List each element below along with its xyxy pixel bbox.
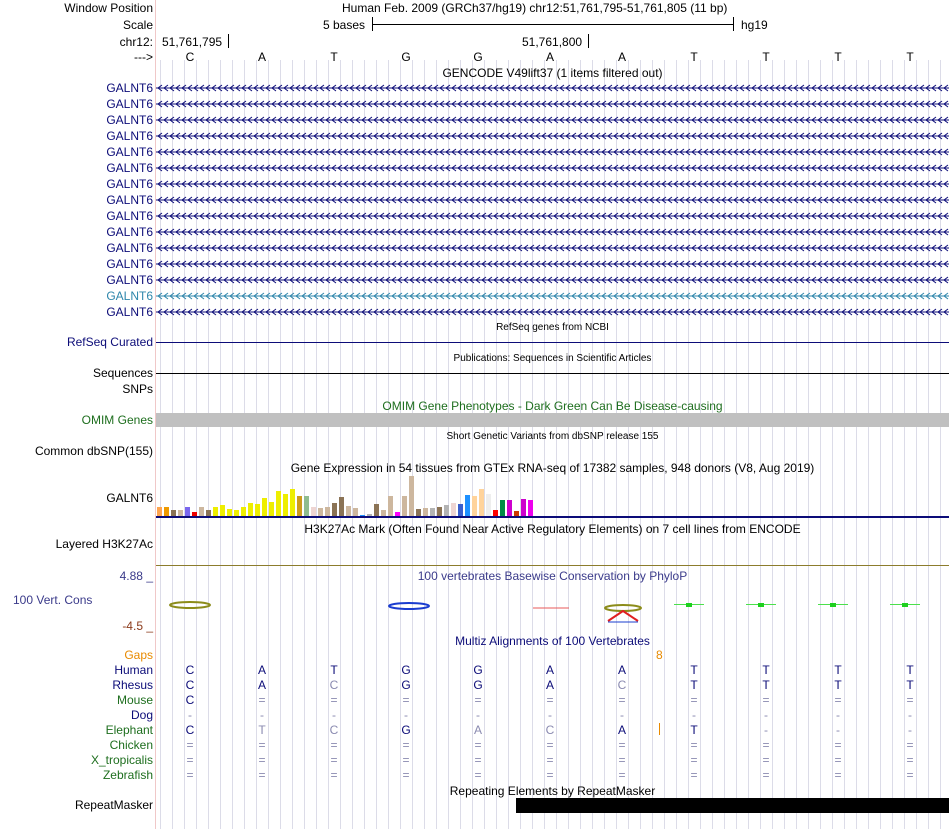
gtex-tissue-bar[interactable]	[185, 507, 190, 516]
aligned-base: =	[834, 693, 842, 707]
aligned-base: =	[762, 693, 770, 707]
aligned-base: =	[906, 693, 914, 707]
gencode-transcript[interactable]	[156, 130, 949, 142]
phylop-plot[interactable]	[156, 588, 949, 624]
gencode-transcript[interactable]	[156, 178, 949, 190]
grid-line	[520, 60, 521, 829]
base-letter: G	[401, 50, 411, 64]
aligned-base: C	[329, 678, 339, 692]
gtex-tissue-bar[interactable]	[374, 504, 379, 516]
gencode-row-label[interactable]: GALNT6	[106, 161, 153, 175]
gtex-tissue-bar[interactable]	[388, 496, 393, 516]
gtex-tissue-bar[interactable]	[199, 507, 204, 516]
grid-line	[376, 60, 377, 829]
gencode-row-label[interactable]: GALNT6	[106, 241, 153, 255]
grid-line	[448, 60, 449, 829]
aligned-base: -	[836, 708, 840, 722]
aligned-base: -	[620, 708, 624, 722]
gencode-row-label[interactable]: GALNT6	[106, 129, 153, 143]
gtex-tissue-bar[interactable]	[451, 503, 456, 516]
position-mid: 51,761,800	[522, 35, 583, 49]
species-label[interactable]: Zebrafish	[102, 768, 153, 782]
aligned-base: =	[402, 693, 410, 707]
gtex-tissue-bar[interactable]	[416, 509, 421, 516]
publications-label[interactable]: Sequences	[92, 366, 153, 380]
snps-label[interactable]: SNPs	[122, 382, 153, 396]
aligned-base: -	[476, 708, 480, 722]
base-letter: T	[906, 50, 914, 64]
gencode-row-label[interactable]: GALNT6	[106, 209, 153, 223]
aligned-base: A	[617, 663, 626, 677]
grid-line	[664, 60, 665, 829]
aligned-base: =	[474, 693, 482, 707]
aligned-base: -	[404, 708, 408, 722]
aligned-base: =	[762, 738, 770, 752]
aligned-base: =	[546, 753, 554, 767]
refseq-track-title[interactable]: RefSeq genes from NCBI	[496, 322, 609, 333]
aligned-base: =	[258, 768, 266, 782]
gtex-tissue-bar[interactable]	[360, 515, 365, 516]
gtex-tissue-bar[interactable]	[325, 507, 330, 516]
aligned-base: A	[545, 678, 554, 692]
aligned-base: =	[186, 768, 194, 782]
grid-line	[892, 60, 893, 829]
base-letter: T	[762, 50, 770, 64]
gtex-label[interactable]: GALNT6	[106, 491, 153, 505]
multiz-track-title[interactable]: Multiz Alignments of 100 Vertebrates	[455, 634, 650, 648]
grid-line	[220, 60, 221, 829]
gtex-tissue-bar[interactable]	[507, 500, 512, 516]
grid-line	[712, 60, 713, 829]
phylop-mark-5	[674, 603, 704, 607]
aligned-base: =	[834, 738, 842, 752]
omim-gene-bar[interactable]	[156, 413, 949, 427]
gtex-tissue-bar[interactable]	[276, 491, 281, 516]
gencode-transcript[interactable]	[156, 258, 949, 270]
gtex-tissue-bar[interactable]	[220, 505, 225, 516]
aligned-base: =	[690, 753, 698, 767]
gtex-tissue-bar[interactable]	[521, 499, 526, 516]
aligned-base: =	[834, 753, 842, 767]
gencode-transcript[interactable]	[156, 194, 949, 206]
grid-line	[280, 60, 281, 829]
dbsnp-track-title[interactable]: Short Genetic Variants from dbSNP release 155	[446, 431, 659, 442]
aligned-base: G	[401, 663, 411, 677]
gtex-track-title[interactable]: Gene Expression in 54 tissues from GTEx RNA-seq of 17382 samples, 948 donors (V8, Aug 2019)	[290, 461, 815, 475]
grid-line	[424, 60, 425, 829]
grid-line	[736, 60, 737, 829]
gtex-tissue-bar[interactable]	[402, 496, 407, 516]
aligned-base: T	[690, 663, 698, 677]
aligned-base: =	[330, 753, 338, 767]
aligned-base: =	[618, 693, 626, 707]
scale-bar	[372, 24, 733, 25]
gtex-tissue-bar[interactable]	[332, 503, 337, 516]
grid-line	[352, 60, 353, 829]
gencode-row-label[interactable]: GALNT6	[106, 225, 153, 239]
species-label[interactable]: Elephant	[105, 723, 153, 737]
aligned-base: -	[836, 723, 840, 737]
phylop-label[interactable]: 100 Vert. Cons	[13, 593, 93, 607]
species-label[interactable]: X_tropicalis	[90, 753, 153, 767]
phylop-mark-8	[890, 603, 920, 607]
aligned-base: T	[690, 723, 698, 737]
grid-line	[292, 60, 293, 829]
gtex-tissue-bar[interactable]	[353, 508, 358, 516]
aligned-base: -	[764, 723, 768, 737]
grid-line	[160, 60, 161, 829]
base-letter: T	[690, 50, 698, 64]
gtex-tissue-bar[interactable]	[290, 489, 295, 516]
publications-line[interactable]	[156, 373, 949, 374]
scale-db: hg19	[741, 18, 768, 32]
gtex-tissue-bar[interactable]	[283, 494, 288, 516]
aligned-base: =	[906, 753, 914, 767]
gaps-label: Gaps	[124, 648, 153, 662]
grid-line	[748, 60, 749, 829]
scale-text: 5 bases	[323, 18, 366, 32]
gencode-transcript[interactable]	[156, 114, 949, 126]
gencode-transcript[interactable]	[156, 146, 949, 158]
aligned-base: =	[762, 753, 770, 767]
gtex-tissue-bar[interactable]	[367, 514, 372, 516]
grid-line	[244, 60, 245, 829]
dbsnp-label[interactable]: Common dbSNP(155)	[34, 444, 153, 458]
aligned-base: =	[690, 738, 698, 752]
grid-line	[856, 60, 857, 829]
grid-line	[436, 60, 437, 829]
aligned-base: T	[690, 678, 698, 692]
h3k27ac-label[interactable]: Layered H3K27Ac	[55, 537, 153, 551]
species-label[interactable]: Rhesus	[112, 678, 153, 692]
aligned-base: G	[401, 678, 411, 692]
gencode-row-label[interactable]: GALNT6	[106, 273, 153, 287]
gtex-tissue-bar[interactable]	[297, 496, 302, 516]
phylop-max-label: 4.88 _	[119, 569, 153, 583]
gtex-tissue-bar[interactable]	[241, 507, 246, 516]
gap-marker	[659, 723, 660, 735]
aligned-base: -	[332, 708, 336, 722]
aligned-base: -	[548, 708, 552, 722]
grid-line	[868, 60, 869, 829]
gtex-tissue-bar[interactable]	[423, 508, 428, 516]
aligned-base: =	[186, 753, 194, 767]
grid-line	[388, 60, 389, 829]
grid-line	[232, 60, 233, 829]
aligned-base: =	[258, 693, 266, 707]
aligned-base: T	[258, 723, 266, 737]
grid-line	[304, 60, 305, 829]
grid-line	[592, 60, 593, 829]
grid-line	[568, 60, 569, 829]
window-position-label: Window Position	[64, 1, 153, 15]
base-letter: A	[545, 50, 554, 64]
gencode-transcript[interactable]	[156, 226, 949, 238]
aligned-base: A	[257, 663, 266, 677]
aligned-base: =	[402, 753, 410, 767]
aligned-base: T	[834, 678, 842, 692]
gtex-tissue-bar[interactable]	[437, 507, 442, 516]
phylop-mark-4	[605, 605, 641, 622]
position-left-tick	[228, 34, 229, 48]
gencode-transcript[interactable]	[156, 98, 949, 110]
aligned-base: A	[257, 678, 266, 692]
gtex-tissue-bar[interactable]	[465, 495, 470, 516]
aligned-base: =	[330, 768, 338, 782]
gtex-tissue-bar[interactable]	[164, 507, 169, 516]
species-label[interactable]: Human	[114, 663, 153, 677]
gtex-tissue-bar[interactable]	[381, 510, 386, 516]
aligned-base: A	[545, 663, 554, 677]
gtex-tissue-bar[interactable]	[528, 500, 533, 516]
gtex-tissue-bar[interactable]	[479, 489, 484, 516]
position-left: 51,761,795	[162, 35, 223, 49]
aligned-base: =	[258, 753, 266, 767]
grid-line	[316, 60, 317, 829]
aligned-base: -	[908, 723, 912, 737]
gtex-tissue-bar[interactable]	[213, 507, 218, 516]
assembly-title[interactable]: Human Feb. 2009 (GRCh37/hg19) chr12:51,761,795-51,761,805 (11 bp)	[342, 1, 728, 15]
aligned-base: A	[473, 723, 482, 737]
gtex-tissue-bar[interactable]	[395, 512, 400, 516]
aligned-base: C	[617, 678, 627, 692]
gtex-tissue-bar[interactable]	[493, 510, 498, 516]
grid-line	[364, 60, 365, 829]
gencode-row-label[interactable]: GALNT6	[106, 97, 153, 111]
gtex-tissue-bar[interactable]	[514, 511, 519, 516]
phylop-mark-7	[818, 603, 848, 607]
phylop-min-label: -4.5 _	[122, 619, 153, 633]
gencode-transcript[interactable]	[156, 162, 949, 174]
gencode-row-label[interactable]: GALNT6	[106, 177, 153, 191]
phylop-mark-6	[746, 603, 776, 607]
aligned-base: C	[185, 678, 195, 692]
gtex-tissue-bar[interactable]	[206, 510, 211, 516]
aligned-base: T	[330, 663, 338, 677]
base-letter: A	[617, 50, 626, 64]
grid-line	[724, 60, 725, 829]
repeat-element[interactable]	[516, 798, 949, 813]
gtex-tissue-bar[interactable]	[192, 512, 197, 516]
h3k27ac-baseline	[156, 565, 949, 566]
gencode-row-label[interactable]: GALNT6	[106, 145, 153, 159]
base-letter: T	[330, 50, 338, 64]
refseq-label[interactable]: RefSeq Curated	[66, 335, 153, 349]
aligned-base: C	[545, 723, 555, 737]
gtex-tissue-bar[interactable]	[430, 508, 435, 516]
grid-line	[940, 60, 941, 829]
aligned-base: -	[260, 708, 264, 722]
gencode-row-label[interactable]: GALNT6	[106, 257, 153, 271]
grid-line	[496, 60, 497, 829]
gtex-tissue-bar[interactable]	[255, 504, 260, 516]
aligned-base: =	[690, 768, 698, 782]
aligned-base: =	[474, 768, 482, 782]
base-letter: T	[834, 50, 842, 64]
aligned-base: =	[618, 738, 626, 752]
gtex-tissue-bar[interactable]	[178, 510, 183, 516]
position-mid-tick	[588, 34, 589, 48]
repeatmasker-track-title[interactable]: Repeating Elements by RepeatMasker	[449, 784, 656, 798]
publications-track-title[interactable]: Publications: Sequences in Scientific Articles	[453, 353, 652, 364]
grid-line	[580, 60, 581, 829]
species-label[interactable]: Dog	[130, 708, 153, 722]
aligned-base: =	[762, 768, 770, 782]
omim-label[interactable]: OMIM Genes	[81, 413, 153, 427]
gencode-transcript[interactable]	[156, 274, 949, 286]
aligned-base: C	[329, 723, 339, 737]
aligned-base: =	[546, 738, 554, 752]
grid-line	[820, 60, 821, 829]
aligned-base: =	[690, 693, 698, 707]
gtex-tissue-bar[interactable]	[500, 500, 505, 516]
aligned-base: =	[546, 693, 554, 707]
aligned-base: C	[185, 693, 195, 707]
gtex-tissue-bar[interactable]	[234, 510, 239, 516]
aligned-base: -	[764, 708, 768, 722]
gtex-tissue-bar[interactable]	[346, 506, 351, 516]
grid-line	[508, 60, 509, 829]
gtex-tissue-bar[interactable]	[472, 496, 477, 516]
base-letter: A	[257, 50, 266, 64]
gtex-tissue-bar[interactable]	[311, 507, 316, 516]
gencode-track-title[interactable]: GENCODE V49lift37 (1 items filtered out)	[442, 66, 663, 80]
grid-line	[784, 60, 785, 829]
grid-line	[532, 60, 533, 829]
gencode-transcript[interactable]	[156, 242, 949, 254]
aligned-base: G	[473, 678, 483, 692]
aligned-base: C	[185, 663, 195, 677]
aligned-base: =	[618, 753, 626, 767]
gtex-bar-chart[interactable]	[156, 474, 949, 520]
gencode-transcript[interactable]	[156, 210, 949, 222]
gencode-row-label[interactable]: GALNT6	[106, 81, 153, 95]
gtex-tissue-bar[interactable]	[458, 504, 463, 516]
gtex-tissue-bar[interactable]	[269, 502, 274, 516]
aligned-base: =	[618, 768, 626, 782]
grid-line	[676, 60, 677, 829]
aligned-base: A	[617, 723, 626, 737]
repeatmasker-label[interactable]: RepeatMasker	[74, 798, 153, 812]
gencode-transcript[interactable]	[156, 306, 949, 318]
grid-line	[208, 60, 209, 829]
gencode-transcript[interactable]	[156, 290, 949, 302]
scale-label: Scale	[122, 18, 153, 32]
strand-arrow-label: --->	[134, 50, 153, 64]
grid-line	[928, 60, 929, 829]
aligned-base: T	[906, 678, 914, 692]
gtex-tissue-bar[interactable]	[171, 510, 176, 516]
aligned-base: T	[906, 663, 914, 677]
scale-right-tick	[733, 17, 734, 31]
aligned-base: T	[834, 663, 842, 677]
chrom-label: chr12:	[119, 35, 153, 49]
gtex-tissue-bar[interactable]	[486, 494, 491, 516]
grid-line	[652, 60, 653, 829]
gencode-row-label[interactable]: GALNT6	[106, 305, 153, 319]
grid-line	[808, 60, 809, 829]
grid-line	[640, 60, 641, 829]
aligned-base: -	[188, 708, 192, 722]
gtex-tissue-bar[interactable]	[157, 507, 162, 516]
gtex-tissue-bar[interactable]	[262, 498, 267, 516]
aligned-base: =	[402, 768, 410, 782]
h3k27ac-track-title[interactable]: H3K27Ac Mark (Often Found Near Active Regulatory Elements) on 7 cell lines from ENCODE	[304, 522, 801, 536]
grid-line	[880, 60, 881, 829]
gtex-tissue-bar[interactable]	[409, 476, 414, 516]
aligned-base: C	[185, 723, 195, 737]
gencode-row-label[interactable]: GALNT6	[106, 113, 153, 127]
phylop-mark-2	[389, 603, 429, 609]
gtex-tissue-bar[interactable]	[444, 505, 449, 516]
aligned-base: =	[474, 753, 482, 767]
aligned-base: -	[908, 708, 912, 722]
gtex-tissue-bar[interactable]	[248, 503, 253, 516]
aligned-base: T	[762, 678, 770, 692]
aligned-base: -	[692, 708, 696, 722]
gtex-tissue-bar[interactable]	[304, 496, 309, 516]
aligned-base: =	[330, 738, 338, 752]
base-letter: C	[185, 50, 195, 64]
aligned-base: =	[834, 768, 842, 782]
species-label[interactable]: Mouse	[116, 693, 153, 707]
aligned-base: G	[473, 663, 483, 677]
aligned-base: =	[906, 738, 914, 752]
phylop-track-title[interactable]: 100 vertebrates Basewise Conservation by PhyloP	[417, 569, 688, 583]
gtex-tissue-bar[interactable]	[318, 508, 323, 516]
aligned-base: =	[906, 768, 914, 782]
aligned-base: =	[330, 693, 338, 707]
aligned-base: =	[474, 738, 482, 752]
gtex-tissue-bar[interactable]	[227, 509, 232, 516]
aligned-base: =	[258, 738, 266, 752]
gtex-tissue-bar[interactable]	[339, 497, 344, 516]
refseq-gene-line[interactable]	[156, 342, 949, 343]
species-label[interactable]: Chicken	[109, 738, 153, 752]
gencode-row-label[interactable]: GALNT6	[106, 289, 153, 303]
gencode-row-label[interactable]: GALNT6	[106, 193, 153, 207]
base-letter: G	[473, 50, 483, 64]
phylop-mark-1	[170, 602, 210, 608]
aligned-base: =	[546, 768, 554, 782]
gaps-value: 8	[656, 648, 663, 662]
aligned-base: G	[401, 723, 411, 737]
grid-line	[604, 60, 605, 829]
grid-line	[796, 60, 797, 829]
gencode-transcript[interactable]	[156, 82, 949, 94]
grid-line	[172, 60, 173, 829]
aligned-base: T	[762, 663, 770, 677]
aligned-base: =	[186, 738, 194, 752]
grid-line	[460, 60, 461, 829]
omim-track-title[interactable]: OMIM Gene Phenotypes - Dark Green Can Be Disease-causing	[382, 399, 723, 413]
aligned-base: =	[402, 738, 410, 752]
